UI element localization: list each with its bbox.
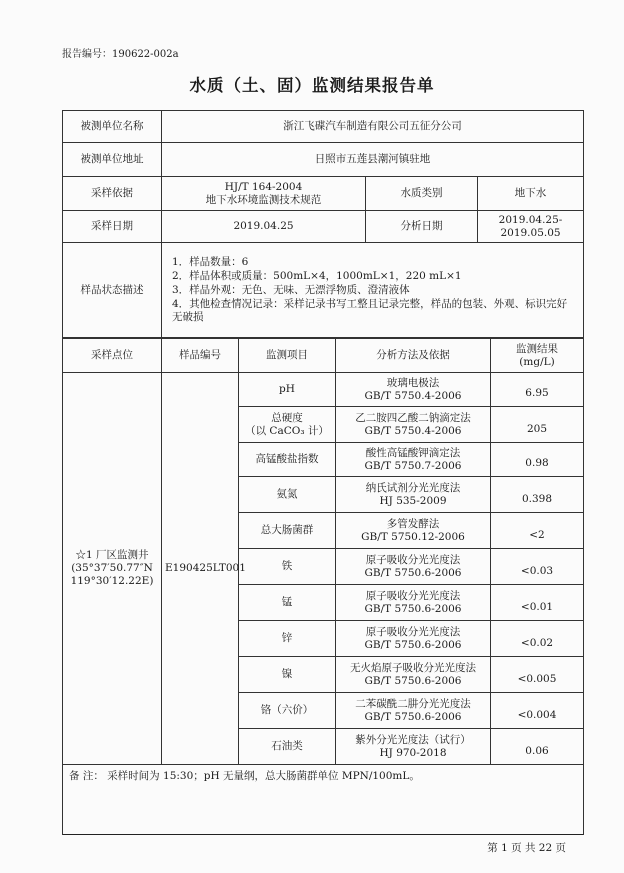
water-type-value: 地下水 xyxy=(478,177,584,211)
sample-number-cell: E190425LT001 xyxy=(162,373,239,765)
sample-desc-line: 4．其他检查情况记录：采样记录书写工整且记录完整，样品的包装、外观、标识完好无破损 xyxy=(172,298,568,323)
page-footer: 第 1 页 共 22 页 xyxy=(487,842,566,854)
sample-desc-line: 2．样品体积或质量：500mL×4，1000mL×1，220 mL×1 xyxy=(172,270,462,282)
sample-date-value: 2019.04.25 xyxy=(162,211,366,243)
item-name: 总大肠菌群 xyxy=(260,524,314,536)
method-name: 二苯碳酰二肼分光光度法 xyxy=(355,697,471,710)
method-standard: GB/T 5750.4-2006 xyxy=(364,424,462,437)
sampling-point-line: ☆1 厂区监测井 xyxy=(75,549,149,561)
item-name: 总硬度 xyxy=(271,411,303,424)
item-cell xyxy=(239,621,336,657)
method-cell xyxy=(336,513,491,549)
item-cell xyxy=(239,585,336,621)
header-item: 监测项目 xyxy=(239,339,336,373)
item-name: 锰 xyxy=(281,596,293,608)
method-name: 乙二胺四乙酸二钠滴定法 xyxy=(355,411,471,424)
results-table xyxy=(62,338,584,835)
method-standard: HJ 970-2018 xyxy=(379,746,447,759)
result-cell: <2 xyxy=(491,513,584,549)
report-number: 报告编号：190622-002a xyxy=(62,49,179,60)
sampling-point-line: (35°37′50.77″N xyxy=(71,562,153,574)
method-cell xyxy=(336,477,491,513)
item-cell xyxy=(239,549,336,585)
header-method: 分析方法及依据 xyxy=(336,339,491,373)
method-name: 原子吸收分光光度法 xyxy=(365,625,461,638)
method-cell xyxy=(336,373,491,407)
method-standard: GB/T 5750.7-2006 xyxy=(364,459,462,472)
result-cell: 205 xyxy=(491,407,584,443)
method-standard: GB/T 5750.6-2006 xyxy=(364,602,462,615)
item-cell xyxy=(239,407,336,443)
sample-date-label: 采样日期 xyxy=(63,211,162,243)
item-name: 铁 xyxy=(281,560,293,572)
info-table xyxy=(62,110,584,338)
result-cell: <0.03 xyxy=(491,549,584,585)
method-cell xyxy=(336,443,491,477)
result-cell: <0.01 xyxy=(491,585,584,621)
item-cell xyxy=(239,693,336,729)
sample-desc-line: 1．样品数量：6 xyxy=(172,256,249,268)
item-name: 高锰酸盐指数 xyxy=(255,453,319,465)
item-name: 氨氮 xyxy=(276,488,298,500)
header-result-unit: (mg/L) xyxy=(519,355,555,368)
result-cell: <0.02 xyxy=(491,621,584,657)
remarks xyxy=(63,765,584,835)
result-cell: <0.005 xyxy=(491,657,584,693)
method-standard: GB/T 5750.6-2006 xyxy=(364,566,462,579)
analysis-date-label: 分析日期 xyxy=(366,211,478,243)
item-name: 锌 xyxy=(281,632,293,644)
method-cell xyxy=(336,693,491,729)
method-name: 原子吸收分光光度法 xyxy=(365,589,461,602)
method-standard: HJ 535-2009 xyxy=(379,494,447,507)
method-cell xyxy=(336,407,491,443)
method-name: 紫外分光光度法（试行） xyxy=(355,733,471,746)
item-cell xyxy=(239,443,336,477)
basis-standard-name: 地下水环境监测技术规范 xyxy=(205,193,322,206)
water-type-label: 水质类别 xyxy=(366,177,478,211)
result-cell: 0.398 xyxy=(491,477,584,513)
report-sheet xyxy=(62,110,583,835)
result-cell: 0.06 xyxy=(491,729,584,765)
method-name: 无火焰原子吸收分光光度法 xyxy=(350,661,476,674)
method-name: 纳氏试剂分光光度法 xyxy=(365,481,461,494)
header-result xyxy=(491,339,584,373)
basis-label: 采样依据 xyxy=(63,177,162,211)
method-name: 原子吸收分光光度法 xyxy=(365,553,461,566)
item-name: 铬（六价） xyxy=(260,704,314,716)
method-standard: GB/T 5750.4-2006 xyxy=(364,389,462,402)
unit-address-label: 被测单位地址 xyxy=(63,143,162,177)
remarks-text: 采样时间为 15:30；pH 无量纲，总大肠菌群单位 MPN/100mL。 xyxy=(107,770,420,782)
method-standard: GB/T 5750.6-2006 xyxy=(364,710,462,723)
basis-value xyxy=(162,177,366,211)
method-cell xyxy=(336,585,491,621)
sample-desc-label: 样品状态描述 xyxy=(63,243,162,338)
method-name: 酸性高锰酸钾滴定法 xyxy=(365,446,461,459)
method-standard: GB/T 5750.12-2006 xyxy=(361,530,465,543)
method-cell xyxy=(336,729,491,765)
page-title: 水质（土、固）监测结果报告单 xyxy=(189,76,435,95)
header-point: 采样点位 xyxy=(63,339,162,373)
method-cell xyxy=(336,657,491,693)
analysis-date-value: 2019.04.25-2019.05.05 xyxy=(478,211,584,243)
item-cell xyxy=(239,729,336,765)
sampling-point-cell xyxy=(63,373,162,765)
item-name: 镍 xyxy=(281,668,293,680)
item-cell xyxy=(239,513,336,549)
method-name: 多管发酵法 xyxy=(386,517,440,530)
sample-desc-value xyxy=(162,243,584,338)
result-cell: <0.004 xyxy=(491,693,584,729)
method-name: 玻璃电极法 xyxy=(386,376,440,389)
item-name: pH xyxy=(279,383,295,395)
item-cell xyxy=(239,657,336,693)
method-cell xyxy=(336,621,491,657)
method-standard: GB/T 5750.6-2006 xyxy=(364,638,462,651)
result-cell: 6.95 xyxy=(491,373,584,407)
basis-standard: HJ/T 164-2004 xyxy=(224,180,303,193)
item-note: （以 CaCO₃ 计） xyxy=(245,424,329,437)
sampling-point-line: 119°30′12.22E) xyxy=(70,575,154,587)
unit-address-value: 日照市五莲县潮河镇驻地 xyxy=(162,143,584,177)
item-cell xyxy=(239,373,336,407)
remarks-label: 备 注： xyxy=(69,770,104,782)
unit-name-label: 被测单位名称 xyxy=(63,111,162,143)
header-sample-no: 样品编号 xyxy=(162,339,239,373)
header-result-label: 监测结果 xyxy=(516,342,558,355)
method-standard: GB/T 5750.6-2006 xyxy=(364,674,462,687)
method-cell xyxy=(336,549,491,585)
item-name: 石油类 xyxy=(271,740,303,752)
result-cell: 0.98 xyxy=(491,443,584,477)
table-row xyxy=(63,373,584,407)
sample-desc-line: 3．样品外观：无色、无味、无漂浮物质、澄清液体 xyxy=(172,284,410,296)
unit-name-value: 浙江飞碟汽车制造有限公司五征分公司 xyxy=(162,111,584,143)
item-cell xyxy=(239,477,336,513)
